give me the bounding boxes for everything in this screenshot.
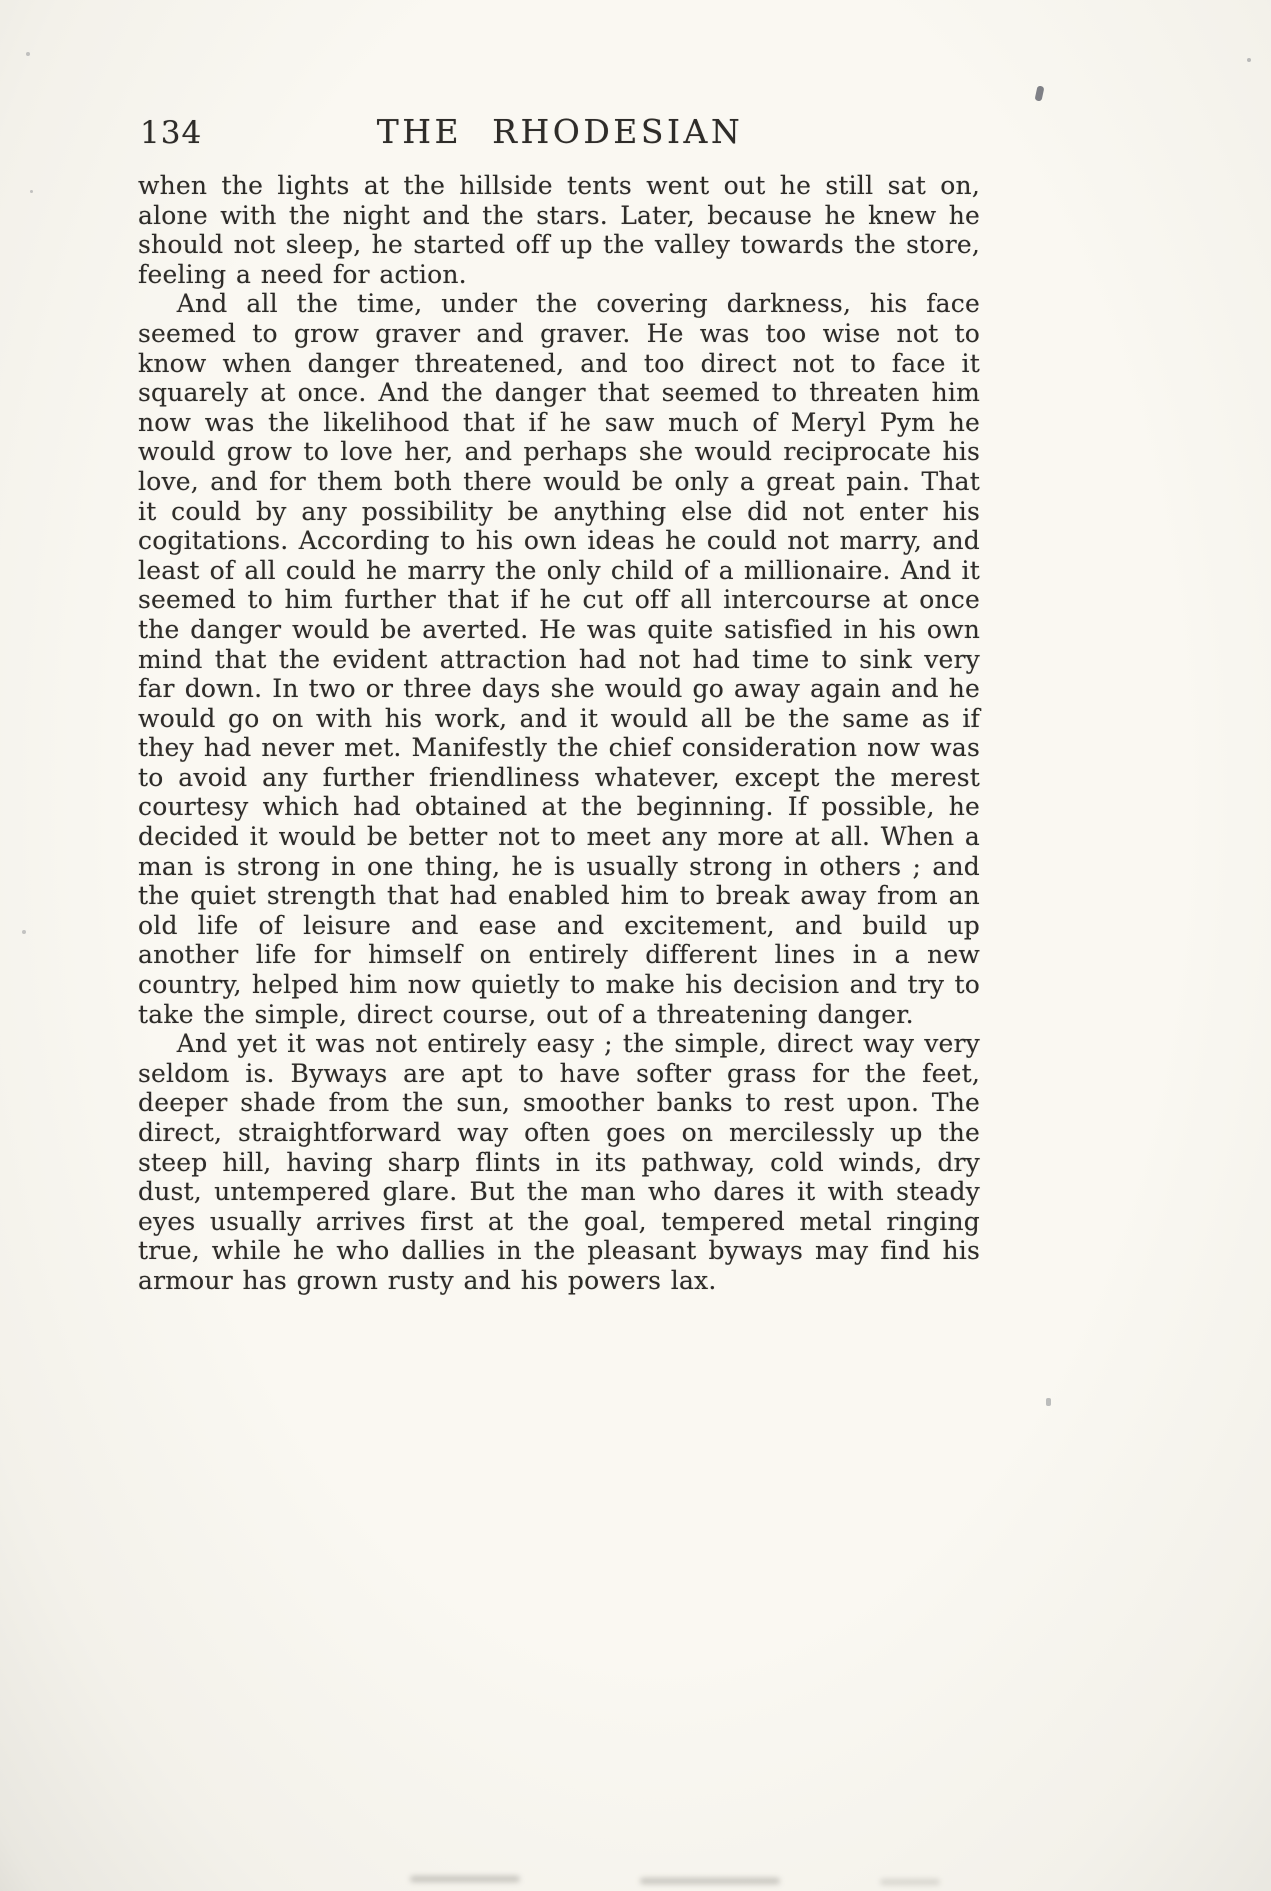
running-title: THE RHODESIAN	[376, 112, 744, 151]
scan-smudge	[880, 1879, 940, 1885]
scan-speck	[1247, 58, 1251, 62]
paragraph: And all the time, under the covering darkness, his face seemed to grow graver and graver. He was too wise not to know when danger threatened, and too direct not to face it squarely at once. And the danger that seemed to threaten him now was the likelihood that if he saw much of Meryl Pym he would grow to love her, and perhaps she would reciprocate his love, and for them both there would be only a great pain. That it could by any possibility be anything else did not enter his cogitations. According to his own ideas he could not marry, and least of all could he marry the only child of a millionaire. And it seemed to him further that if he cut off all intercourse at once the danger would be averted. He was quite satisfied in his own mind that the evident attraction had not had time to sink very far down. In two or three days she would go away again and he would go on with his work, and it would all be the same as if they had never met. Manifestly the chief consideration now was to avoid any further friendliness whatever, except the merest courtesy which had obtained at the beginning. If possible, he decided it would be better not to meet any more at all. When a man is strong in one thing, he is usually strong in others ; and the quiet strength that had enabled him to break away from an old life of leisure and ease and excitement, and build up another life for himself on entirely different lines in a new country, helped him now quietly to make his decision and try to take the simple, direct course, out of a threatening danger.	[138, 289, 980, 1029]
paragraph: And yet it was not entirely easy ; the simple, direct way very seldom is. Byways are apt to have softer grass for the feet, deeper shade from the sun, smoother banks to rest upon. The direct, straightforward way often goes on mercilessly up the steep hill, having sharp flints in its pathway, cold winds, dry dust, untempered glare. But the man who dares it with steady eyes usually arrives first at the goal, tempered metal ringing true, while he who dallies in the pleasant byways may find his armour has grown rusty and his powers lax.	[138, 1029, 980, 1295]
scan-speck	[30, 190, 33, 193]
scan-speck	[26, 52, 30, 56]
page-header	[140, 112, 980, 156]
scan-speck	[1046, 1398, 1051, 1406]
page-body	[138, 171, 980, 1296]
page-number: 134	[140, 115, 203, 151]
scan-smudge	[410, 1876, 520, 1882]
scan-smudge	[640, 1878, 780, 1884]
paragraph: when the lights at the hillside tents went out he still sat on, alone with the night and the stars. Later, because he knew he should not sleep, he started off up the valley towards the store, feeling a need for action.	[138, 171, 980, 289]
scan-speck	[22, 930, 26, 934]
scan-speck	[1035, 85, 1045, 101]
